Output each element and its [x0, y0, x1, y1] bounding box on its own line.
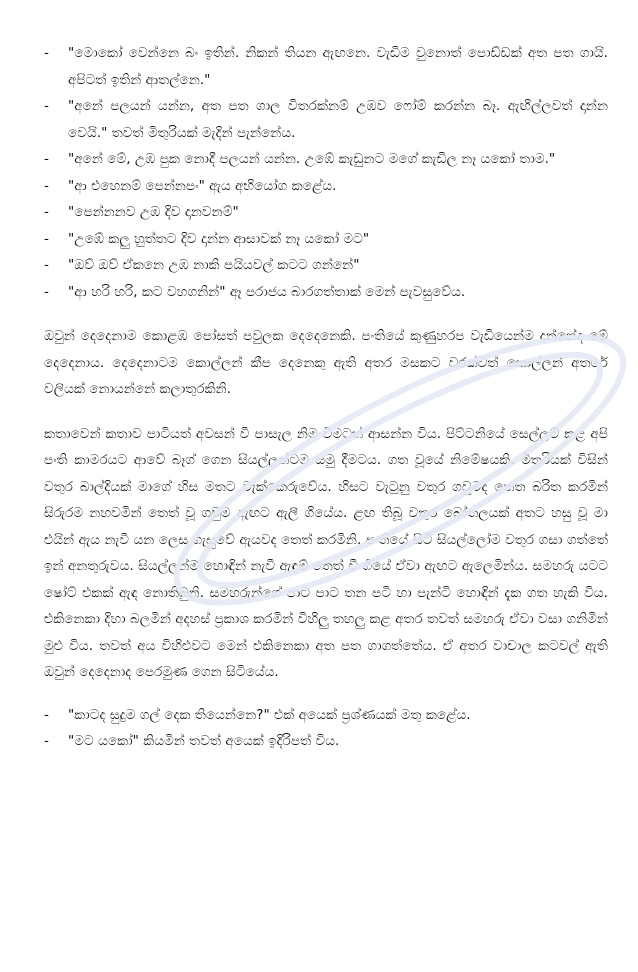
- dialogue-text: "අනේ මේ, උඹ පුක නොදී පලයන් යන්න. උඹේ කැඩුනට මගේ කැඩිල නෑ යකෝ තාම.": [68, 151, 556, 167]
- dialogue-line: [44, 279, 608, 306]
- dash-bullet: -: [44, 283, 49, 300]
- dialogue-text: "ආ හරි හරි, කට වහගනින්" ඈ පරාජය බාරගත්තාක් මෙන් පැවසුවේය.: [68, 283, 466, 300]
- dialogue-text: "අනේ පලයන් යන්න, අත පත ගාල විතරක්නම් උඹව ෆෝම් කරන්න බෑ. ඇඟිල්ලවත් දාන්න වෙයි." තවත් මිතුරියක් මැදින් පැන්නේය.: [68, 98, 608, 141]
- dialogue-line: [44, 199, 608, 226]
- dialogue-line: [44, 93, 608, 146]
- dialogue-line: [44, 728, 608, 755]
- dash-bullet: -: [44, 45, 49, 61]
- dialogue-line: [44, 40, 608, 93]
- dialogue-line: [44, 173, 608, 200]
- dialogue-line: [44, 702, 608, 729]
- dialogue-line: [44, 252, 608, 279]
- dash-bullet: -: [44, 733, 49, 749]
- dash-bullet: -: [44, 177, 49, 194]
- dialogue-text: "මට යකෝ" කියමින් තවත් අයෙක් ඉදිරිපත් විය.: [68, 733, 340, 749]
- dialogue-line: [44, 146, 608, 173]
- paragraph-main: කතාවෙන් කතාව පාටියත් අවසන් වී පාසැල නිම වීමටත් ආසන්න විය. පිට්ටනියේ සෙල්ලම් කළ අපි පංති කාමරයට ආවේ බෑග් ගෙන සියල්ලන්ටම සමු දීමටය. ගත වූයේ නිමේෂයකි. මිතුරියක් විසින් වතුර බාල්දියක් මාගේ හිස මතට වැක්කෙරුවේය. හිසට වැටුනු වතුර ගවුමද තෙත බරිත කරමින් සිරුරම නහවමින් තෙත් වූ ගවුම ඇඟට ඇලී ගියේය. ළඟ තිබූ වතුර බෝතලයක් අතට හසු වූ මා එයින් ඇය නැවී යන ලෙස ගැසුවේ ඇයවද තෙත් කරමිනි. පංතියේ සිටි සියල්ලෝම වතුර ගසා ගත්තේ ඉන් අනතුරුවය. සියල්ලන්ම හොඳින් නැවී ඇඳුම් තෙත් වී ගියේ ඒවා ඇඟට ඇලෙමින්ය. සමහරු යටට ෂෝට් එකක් ඇඳ නොතිබුනි. සමහරුන්ගේ පාට පාට තන පටි හා පැන්ටි හොඳින් දැක ගත හැකි විය. එකිනෙකා දිහා බලමින් අදහස් ප්‍රකාශ කරමින් විහිලු තහලු කළ අතර තවත් සමහරු ඒවා වසා ගනිමින් මුළු විය. තවත් අය විහිළුවට මෙන් එකිනෙකා අත පත ගාගත්තේය. ඒ අතර වාචාල කටවල් ඇති ඔවුන් දෙදෙනාද පෙරමුණ ගෙන සිටියේය.: [44, 425, 608, 680]
- dialogue-list-top: [44, 40, 608, 305]
- dash-bullet: -: [44, 204, 49, 220]
- dash-bullet: -: [44, 151, 49, 167]
- dialogue-text: "උඹේ කලු හුත්තට දිව දාන්න ආසාවක් නෑ යකෝ මට": [68, 230, 370, 247]
- dialogue-text: "ඔව් ඔව් ඒකනෙ උඹ නාකි පයියවල් කටට ගන්නේ": [68, 257, 360, 273]
- dash-bullet: -: [44, 257, 49, 273]
- dialogue-text: "මොකෝ වෙන්නෙ බං ඉතින්. නිකන් තියන ඇඟනෙ. වැඩිම වුනොත් පොඩ්ඩක් අත පත ගායි. අපිටත් ඉතින් ආතල්නෙ.": [68, 45, 608, 88]
- dialogue-text: "ආ එහෙනම් පෙන්නපං" ඇය අභියෝග කළේය.: [68, 177, 337, 194]
- dash-bullet: -: [44, 706, 49, 723]
- dash-bullet: -: [44, 98, 49, 114]
- dialogue-line: [44, 226, 608, 253]
- paragraph-intro: ඔවුන් දෙදෙනාම කොළඹ පෝසත් පවුලක දෙදෙනෙකි. පංතියේ කුණුහරප වැඩියෙන්ම දන්නේද මේ දෙදෙනාය. දෙදෙනාටම කොල්ලන් කීප දෙනෙකු ඇති අතර මසකට වරක්වත් කොල්ලන් අතරේ වලියක් නොයන්නේ කලාතුරකිනි.: [44, 328, 608, 397]
- dash-bullet: -: [44, 230, 49, 247]
- dialogue-text: "කාටද සුදුම ගල් දෙක තියෙන්නෙ?" එක් අයෙක් ප්‍රශ්ණයක් මතු කළේය.: [68, 706, 471, 723]
- dialogue-list-bottom: [44, 702, 608, 755]
- dialogue-text: "පෙන්නනව උඹ දිව දානවනම්": [68, 204, 239, 220]
